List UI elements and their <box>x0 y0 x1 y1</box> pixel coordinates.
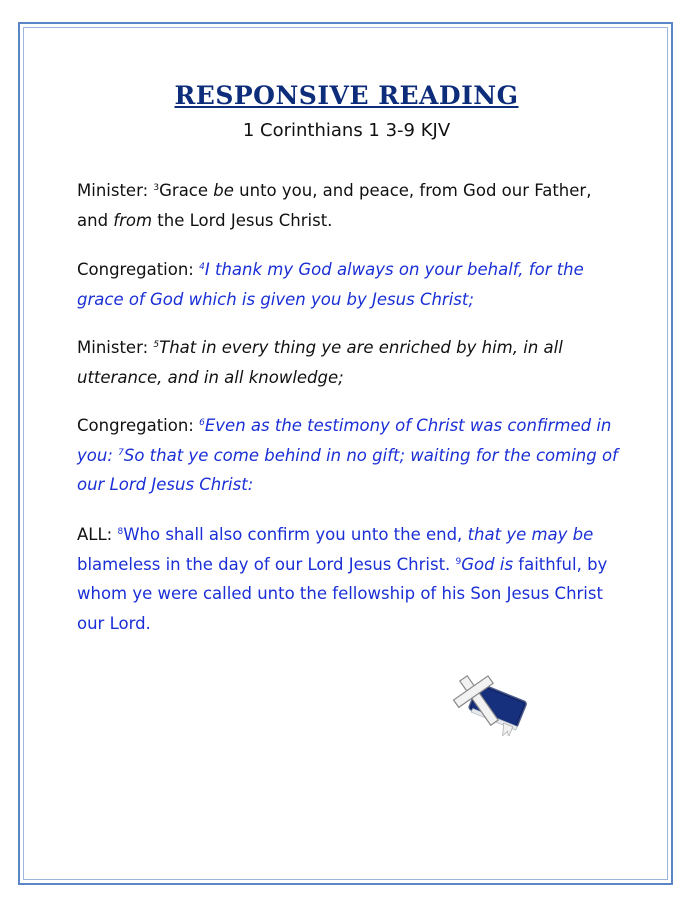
congregation-reading-1 <box>77 255 622 314</box>
verse-text: That in every thing ye are enriched by him, in all utterance, and in all knowledge; <box>77 338 563 387</box>
all-reading <box>77 520 622 638</box>
verse-text: Grace <box>159 181 214 200</box>
verse-text: blameless in the day of our Lord Jesus Christ. <box>77 554 456 574</box>
verse-text-italic: God <box>461 554 500 574</box>
verse-text: I thank my God always on your behalf, for the grace of God which is given you by Jesus Christ; <box>77 260 584 309</box>
verse-number: 3 <box>153 183 160 193</box>
speaker-label: Minister: <box>77 181 154 200</box>
verse-number: 6 <box>199 418 205 428</box>
verse-number: 4 <box>199 262 205 272</box>
speaker-label: Congregation: <box>77 260 200 279</box>
speaker-label: Minister: <box>77 338 154 357</box>
scripture-reference: 1 Corinthians 1 3-9 KJV <box>242 120 451 141</box>
verse-number: 7 <box>118 447 124 458</box>
verse-text: unto you, and peace, from God our Father, and <box>77 181 592 230</box>
verse-text: Who shall also confirm you unto the end, <box>123 525 468 544</box>
verse-number: 8 <box>117 527 124 537</box>
verse-number: 9 <box>455 556 462 567</box>
verse-text: faithful, by whom ye were called unto the fellowship of his Son Jesus Christ our Lord. <box>77 554 608 633</box>
page-title: RESPONSIVE READING <box>174 81 519 110</box>
speaker-label: Congregation: <box>77 416 200 435</box>
congregation-reading-2 <box>77 411 622 500</box>
verse-number: 5 <box>153 340 160 350</box>
verse-text-italic: be <box>213 181 234 200</box>
verse-text-italic: that ye may be <box>467 525 594 544</box>
verse-text: So that ye come behind in no gift; waiting for the coming of our Lord Jesus Christ: <box>77 445 618 494</box>
speaker-label: ALL: <box>77 525 118 544</box>
minister-reading-2 <box>77 333 622 392</box>
verse-text-italic: is <box>499 554 514 574</box>
verse-text-italic: from <box>113 210 153 230</box>
verse-text: Even as the testimony of Christ was confirmed in you: <box>77 416 612 465</box>
cross-and-bible-icon <box>448 670 540 736</box>
verse-text: the Lord Jesus Christ. <box>152 210 333 230</box>
minister-reading-1 <box>77 176 622 235</box>
